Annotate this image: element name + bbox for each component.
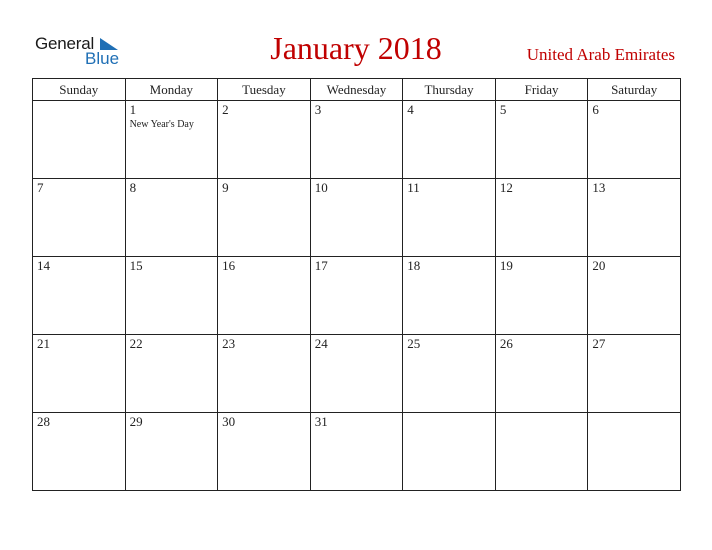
day-number: 7 <box>37 180 44 195</box>
day-cell <box>310 413 403 491</box>
day-number: 10 <box>314 180 328 195</box>
day-cell <box>218 101 311 179</box>
day-number: 17 <box>314 258 328 273</box>
day-cell <box>218 179 311 257</box>
day-cell <box>310 335 403 413</box>
day-cell <box>310 257 403 335</box>
day-number: 4 <box>407 102 414 117</box>
day-cell <box>33 257 126 335</box>
week-row <box>33 101 681 179</box>
day-cell <box>495 179 588 257</box>
day-cell <box>218 335 311 413</box>
day-number: 24 <box>314 336 328 351</box>
day-number: 18 <box>407 258 421 273</box>
day-number: 1 <box>129 102 137 117</box>
weekday-header-row <box>33 79 681 101</box>
day-number: 6 <box>592 102 599 117</box>
day-cell <box>33 413 126 491</box>
day-cell <box>33 179 126 257</box>
weekday-header: Friday <box>495 79 588 101</box>
day-cell <box>495 257 588 335</box>
weekday-header: Tuesday <box>218 79 311 101</box>
day-cell <box>218 413 311 491</box>
logo-text-general: General <box>35 34 95 53</box>
day-number: 15 <box>129 258 143 273</box>
day-number: 14 <box>37 258 50 273</box>
day-number: 21 <box>37 336 50 351</box>
logo-text-blue: Blue <box>85 49 120 68</box>
day-number: 11 <box>407 180 420 195</box>
day-cell <box>310 179 403 257</box>
day-number: 31 <box>314 414 328 429</box>
day-cell <box>125 335 218 413</box>
calendar-grid <box>32 78 681 491</box>
country-name: United Arab Emirates <box>526 45 675 64</box>
day-cell <box>403 257 496 335</box>
day-number: 9 <box>222 180 229 195</box>
day-cell <box>588 335 681 413</box>
day-number: 5 <box>499 102 507 117</box>
day-number: 29 <box>129 414 143 429</box>
day-number: 28 <box>37 414 50 429</box>
day-number: 13 <box>592 180 606 195</box>
day-number: 25 <box>407 336 421 351</box>
day-number: 22 <box>129 336 143 351</box>
day-number: 3 <box>314 102 322 117</box>
day-number: 2 <box>222 102 229 117</box>
day-cell <box>495 413 588 491</box>
weekday-header: Monday <box>125 79 218 101</box>
day-cell <box>403 101 496 179</box>
weekday-header: Wednesday <box>310 79 403 101</box>
week-row <box>33 413 681 491</box>
day-cell <box>125 179 218 257</box>
day-cell <box>33 335 126 413</box>
day-number: 26 <box>499 336 513 351</box>
day-cell <box>495 335 588 413</box>
day-number: 19 <box>499 258 513 273</box>
day-cell <box>403 413 496 491</box>
day-cell <box>588 179 681 257</box>
week-row <box>33 257 681 335</box>
day-cell <box>403 335 496 413</box>
day-number: 20 <box>592 258 606 273</box>
day-cell <box>310 101 403 179</box>
week-row <box>33 179 681 257</box>
day-cell <box>588 101 681 179</box>
week-row <box>33 335 681 413</box>
day-cell <box>588 413 681 491</box>
day-cell <box>125 413 218 491</box>
day-number: 16 <box>222 258 236 273</box>
weekday-header: Saturday <box>588 79 681 101</box>
weekday-header: Thursday <box>403 79 496 101</box>
day-cell <box>403 179 496 257</box>
day-cell <box>218 257 311 335</box>
day-cell <box>495 101 588 179</box>
weekday-header: Sunday <box>33 79 126 101</box>
month-title: January 2018 <box>270 30 442 66</box>
day-cell <box>588 257 681 335</box>
day-number: 30 <box>222 414 236 429</box>
day-cell <box>125 257 218 335</box>
day-number: 23 <box>222 336 236 351</box>
day-number: 27 <box>592 336 606 351</box>
day-cell <box>125 101 218 179</box>
day-number: 8 <box>129 180 137 195</box>
holiday-label: New Year's Day <box>129 119 194 130</box>
day-cell <box>33 101 126 179</box>
day-number: 12 <box>499 180 513 195</box>
